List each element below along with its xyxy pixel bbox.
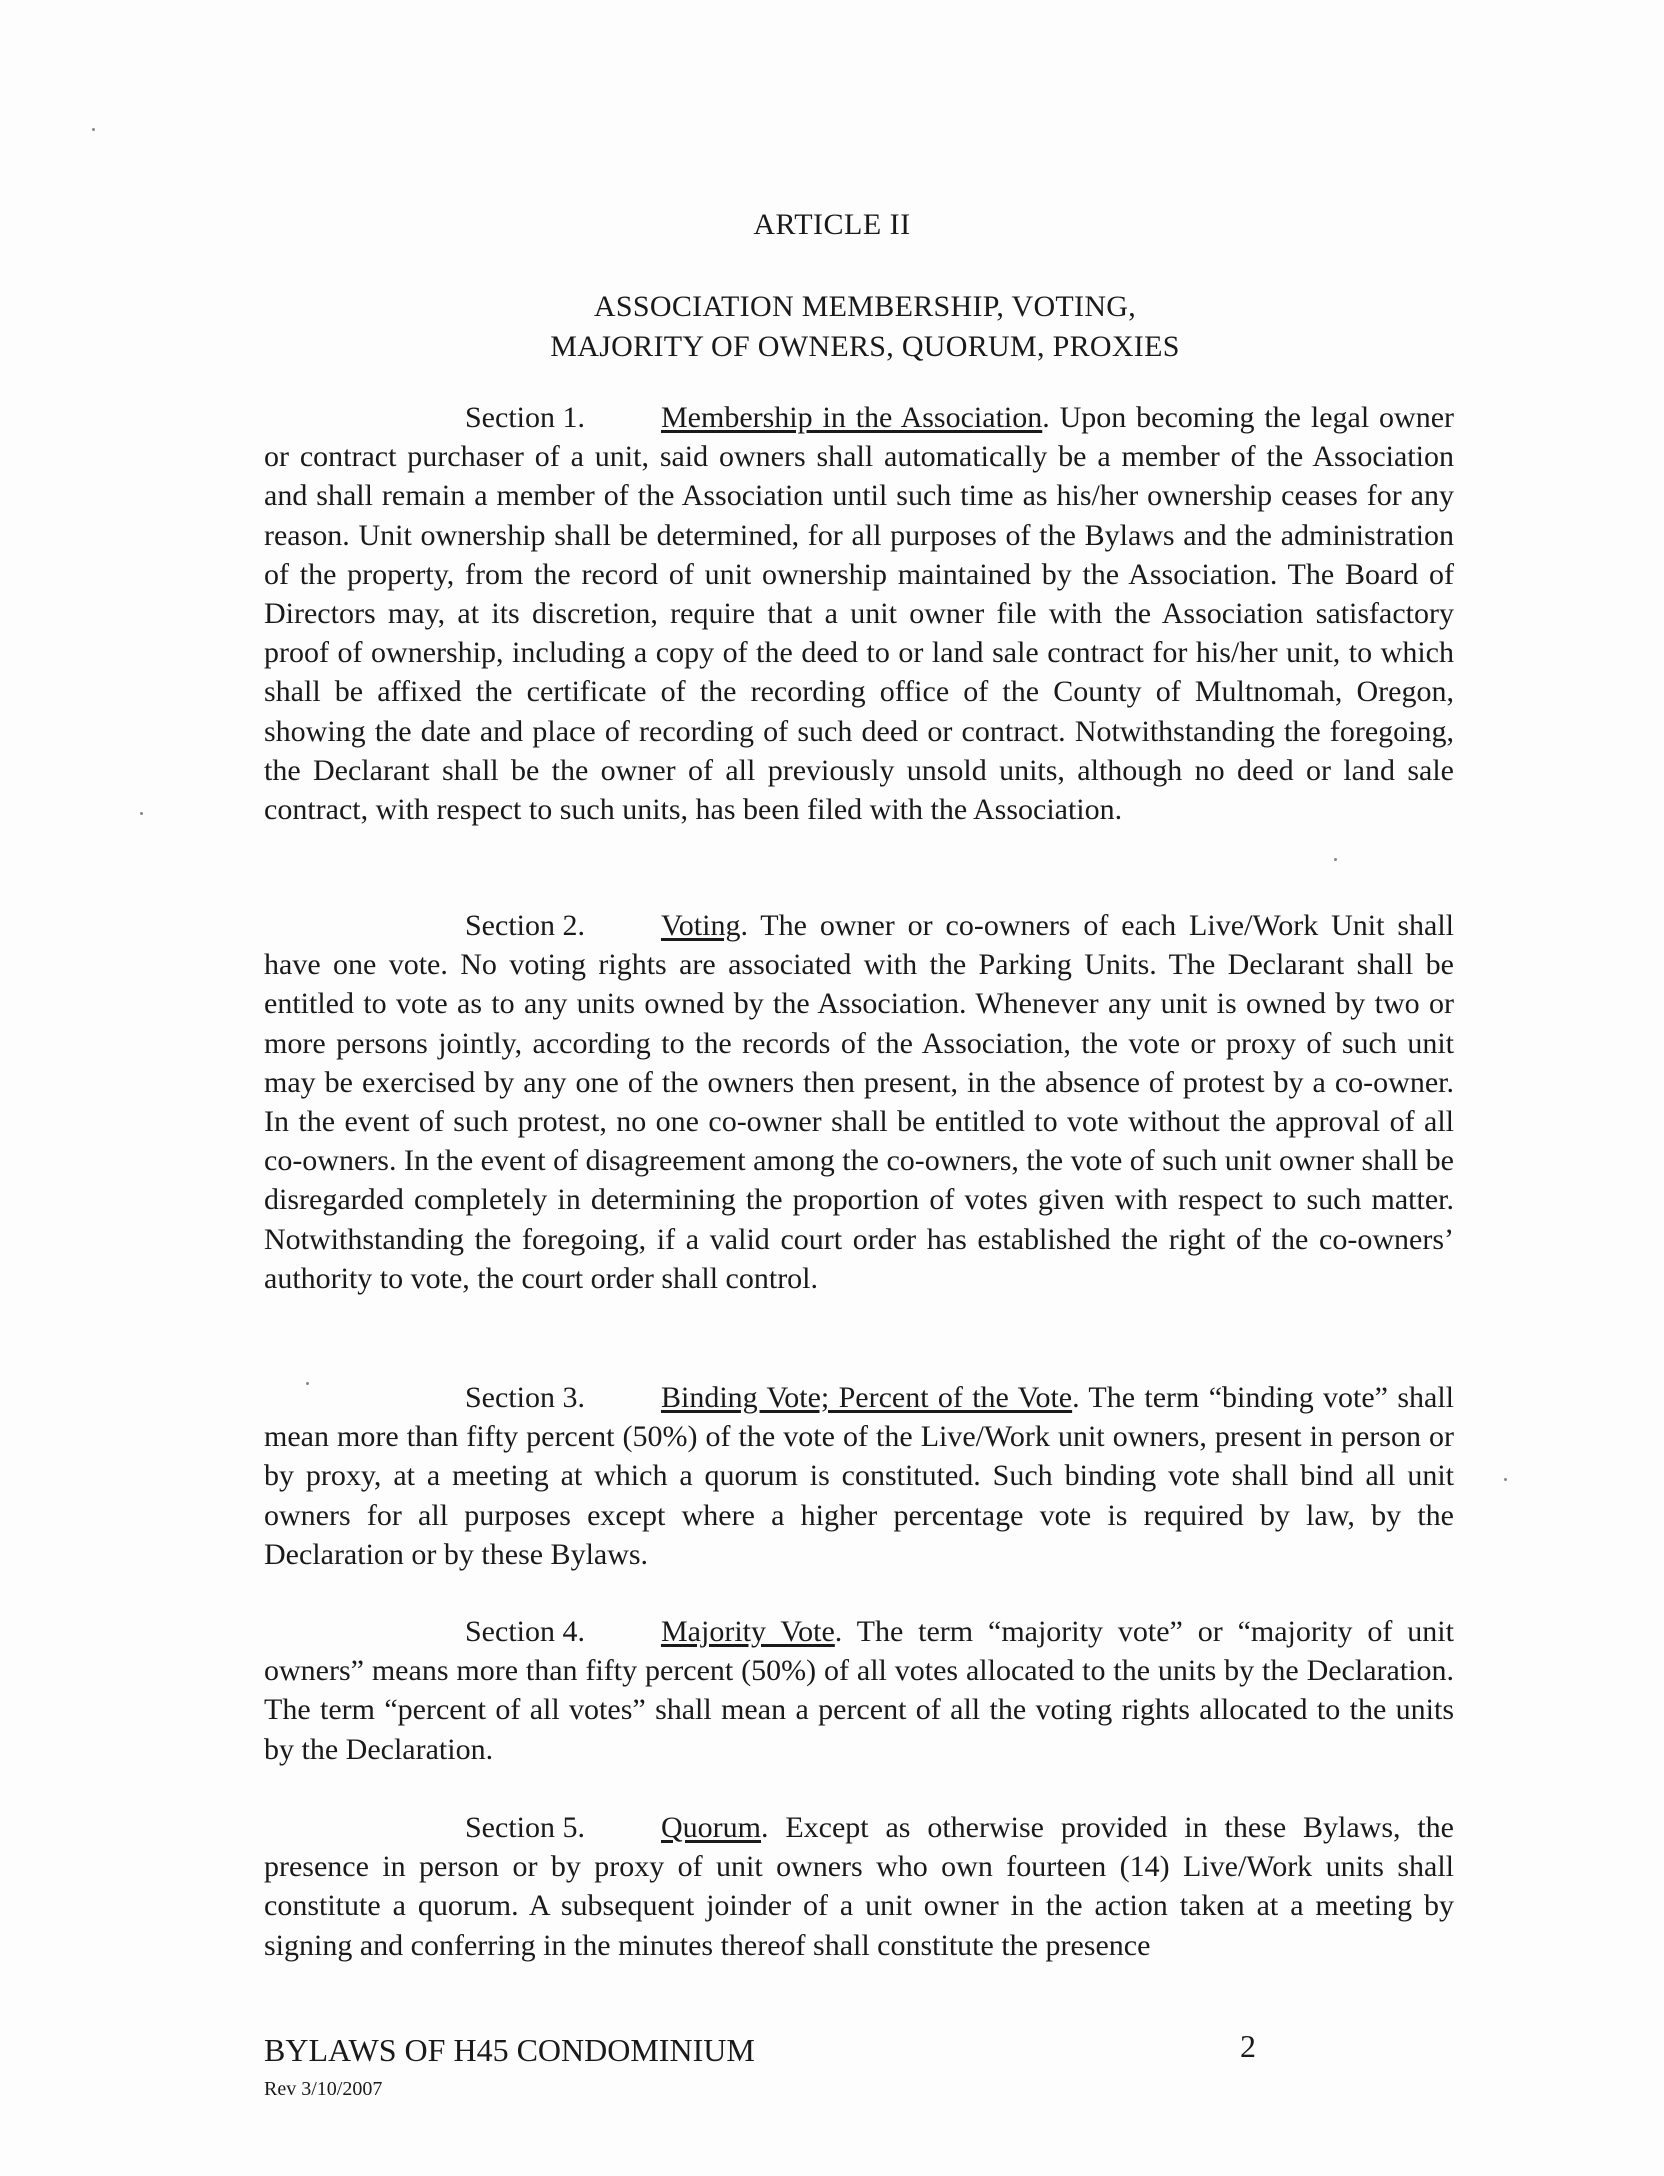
section-4-text: . The term “majority vote” or “majority of unit owners” means more than fifty percent (50%) of all votes allocated to the units by the Declaration. The term “percent of all votes” shall mean a percent of all the voting rights allocated to the units by the Declaration. xyxy=(264,1615,1454,1766)
section-2-heading: Voting xyxy=(661,909,741,942)
section-3-label: Section 3. xyxy=(465,1381,585,1414)
section-3-text: . The term “binding vote” shall mean more than fifty percent (50%) of the vote of the Live/Work unit owners, present in person or by proxy, at a meeting at which a quorum is constituted. Such binding vote shall bind all unit owners for all purposes except where a higher percentage vote is required by law, by the Declaration or by these Bylaws. xyxy=(264,1381,1454,1571)
section-5-paragraph xyxy=(264,1808,1454,1965)
section-5-label: Section 5. xyxy=(465,1811,585,1844)
scan-speck xyxy=(1504,1478,1507,1481)
section-2-label: Section 2. xyxy=(465,909,585,942)
section-5-text: . Except as otherwise provided in these Bylaws, the presence in person or by proxy of unit owners who own fourteen (14) Live/Work units shall constitute a quorum. A subsequent joinder of a unit owner in the action taken at a meeting by signing and conferring in the minutes thereof shall constitute the presence xyxy=(264,1811,1454,1962)
section-4-heading: Majority Vote xyxy=(661,1615,835,1648)
section-2-text: . The owner or co-owners of each Live/Work Unit shall have one vote. No voting rights are associated with the Parking Units. The Declarant shall be entitled to vote as to any units owned by the Association. Whenever any unit is owned by two or more persons jointly, according to the records of the Association, the vote or proxy of such unit may be exercised by any one of the owners then present, in the absence of protest by a co-owner. In the event of such protest, no one co-owner shall be entitled to vote without the approval of all co-owners. In the event of disagreement among the co-owners, the vote of such unit owner shall be disregarded completely in determining the proportion of votes given with respect to such matter. Notwithstanding the foregoing, if a valid court order has established the right of the co-owners’ authority to vote, the court order shall control. xyxy=(264,909,1454,1295)
section-3-paragraph xyxy=(264,1378,1454,1574)
section-3-heading: Binding Vote; Percent of the Vote xyxy=(661,1381,1073,1414)
scan-speck xyxy=(1334,858,1337,861)
article-heading: ARTICLE II xyxy=(753,208,911,241)
article-title-line-2: MAJORITY OF OWNERS, QUORUM, PROXIES xyxy=(550,330,1180,363)
scan-speck xyxy=(92,128,95,131)
section-1-heading: Membership in the Association xyxy=(661,401,1043,434)
section-4-label: Section 4. xyxy=(465,1615,585,1648)
footer-revision: Rev 3/10/2007 xyxy=(264,2078,383,2100)
section-1-label: Section 1. xyxy=(465,401,585,434)
article-title-line-1: ASSOCIATION MEMBERSHIP, VOTING, xyxy=(593,290,1137,323)
scan-speck xyxy=(306,1382,309,1385)
section-1-text: . Upon becoming the legal owner or contract purchaser of a unit, said owners shall automatically be a member of the Association and shall remain a member of the Association until such time as his/her ownership ceases for any reason. Unit ownership shall be determined, for all purposes of the Bylaws and the administration of the property, from the record of unit ownership maintained by the Association. The Board of Directors may, at its discretion, require that a unit owner file with the Association satisfactory proof of ownership, including a copy of the deed to or land sale contract for his/her unit, to which shall be affixed the certificate of the recording office of the County of Multnomah, Oregon, showing the date and place of recording of such deed or contract. Notwithstanding the foregoing, the Declarant shall be the owner of all previously unsold units, although no deed or land sale contract, with respect to such units, has been filed with the Association. xyxy=(264,401,1455,827)
section-4-paragraph xyxy=(264,1612,1454,1769)
section-1-paragraph xyxy=(264,398,1454,829)
section-5-heading: Quorum xyxy=(661,1811,761,1844)
footer-title: BYLAWS OF H45 CONDOMINIUM xyxy=(264,2032,755,2068)
page-number: 2 xyxy=(1240,2028,1256,2064)
section-2-paragraph xyxy=(264,906,1454,1298)
scan-speck xyxy=(140,812,143,815)
